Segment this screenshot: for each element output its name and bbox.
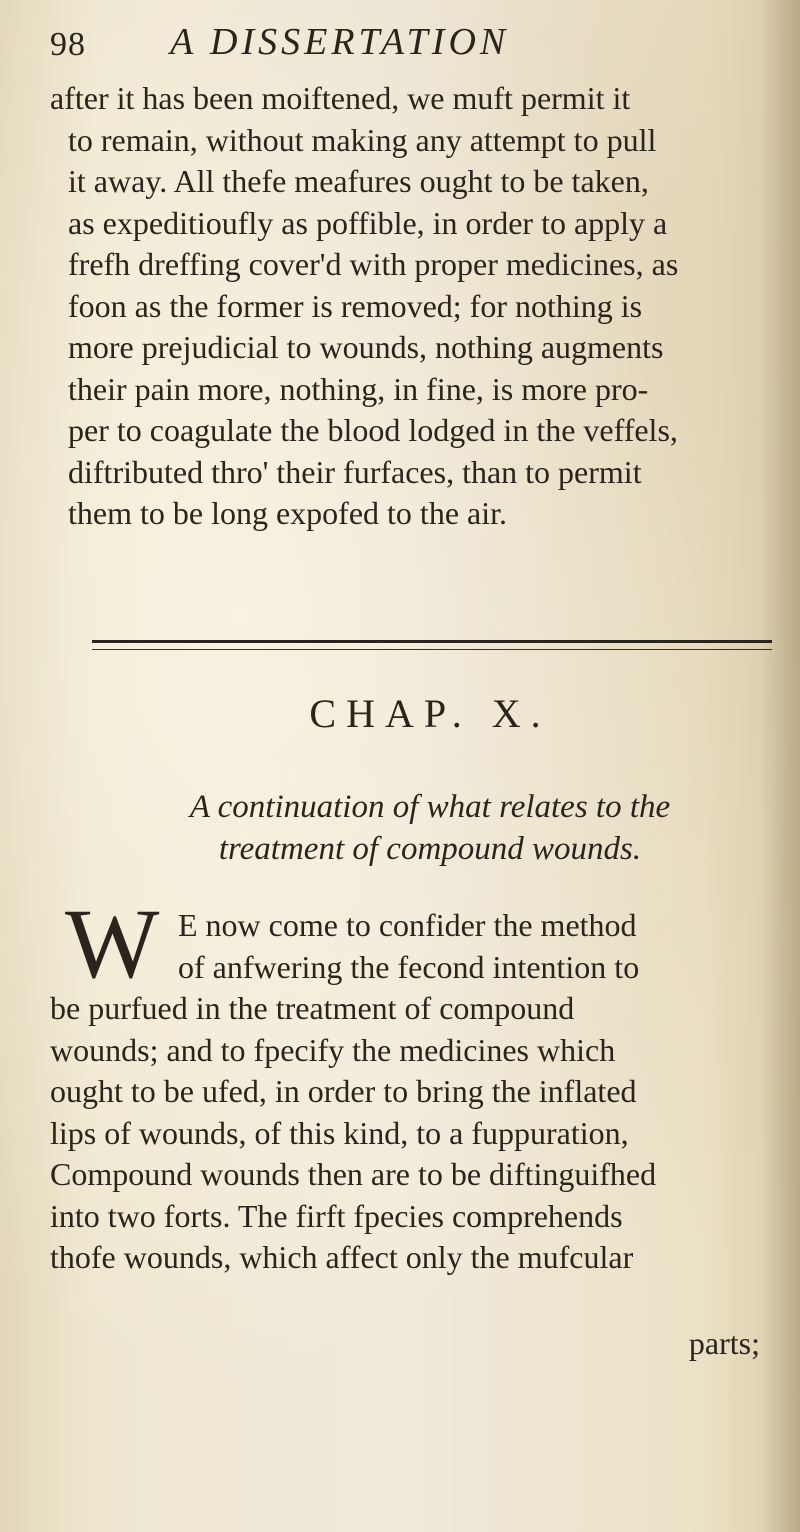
text-line: diftributed thro' their furfaces, than to permit xyxy=(68,453,642,490)
running-title: A DISSERTATION xyxy=(170,21,510,63)
text-line: of anfwering the fecond intention to xyxy=(178,948,640,985)
text-line: their pain more, nothing, in fine, is more pro- xyxy=(68,370,649,407)
running-head xyxy=(50,18,750,78)
section-rule-thick xyxy=(92,640,772,643)
text-line: Compound wounds then are to be diftinguifhed xyxy=(50,1156,657,1192)
text-line: be purfued in the treatment of compound xyxy=(50,990,575,1026)
text-line: thofe wounds, which affect only the mufcular xyxy=(50,1239,634,1275)
text-line: them to be long expofed to the air. xyxy=(68,495,507,531)
body-paragraph xyxy=(50,78,760,535)
text-line: frefh dreffing cover'd with proper medicines, as xyxy=(68,246,679,282)
subtitle-line: A continuation of what relates to the xyxy=(189,789,671,825)
subtitle-line: treatment of compound wounds. xyxy=(218,831,642,867)
text-line: it away. All thefe meafures ought to be taken, xyxy=(68,163,649,199)
text-line: into two forts. The firft fpecies comprehends xyxy=(50,1197,623,1234)
text-line: lips of wounds, of this kind, to a fuppuration, xyxy=(50,1114,629,1151)
page-edge-shadow xyxy=(760,0,800,1532)
page-number: 98 xyxy=(50,26,86,63)
text-line: as expeditioufly as poffible, in order to apply a xyxy=(68,204,668,241)
drop-cap: W xyxy=(65,888,160,999)
text-line: foon as the former is removed; for nothing is xyxy=(68,287,643,324)
text-line: wounds; and to fpecify the medicines which xyxy=(50,1031,616,1068)
catchword: parts; xyxy=(688,1325,760,1361)
text-line: ought to be ufed, in order to bring the inflated xyxy=(50,1073,637,1109)
text-line: more prejudicial to wounds, nothing augments xyxy=(68,329,664,365)
text-line: to remain, without making any attempt to pull xyxy=(68,121,657,158)
chapter-heading: CHAP. X. xyxy=(309,691,551,736)
section-rule-thin xyxy=(92,649,772,650)
chapter-subtitle xyxy=(80,786,780,870)
text-line: E now come to confider the method xyxy=(178,907,637,943)
text-line: per to coagulate the blood lodged in the veffels, xyxy=(68,412,678,448)
chapter-paragraph xyxy=(50,888,765,1279)
text-line: after it has been moiftened, we muft permit it xyxy=(50,80,631,116)
